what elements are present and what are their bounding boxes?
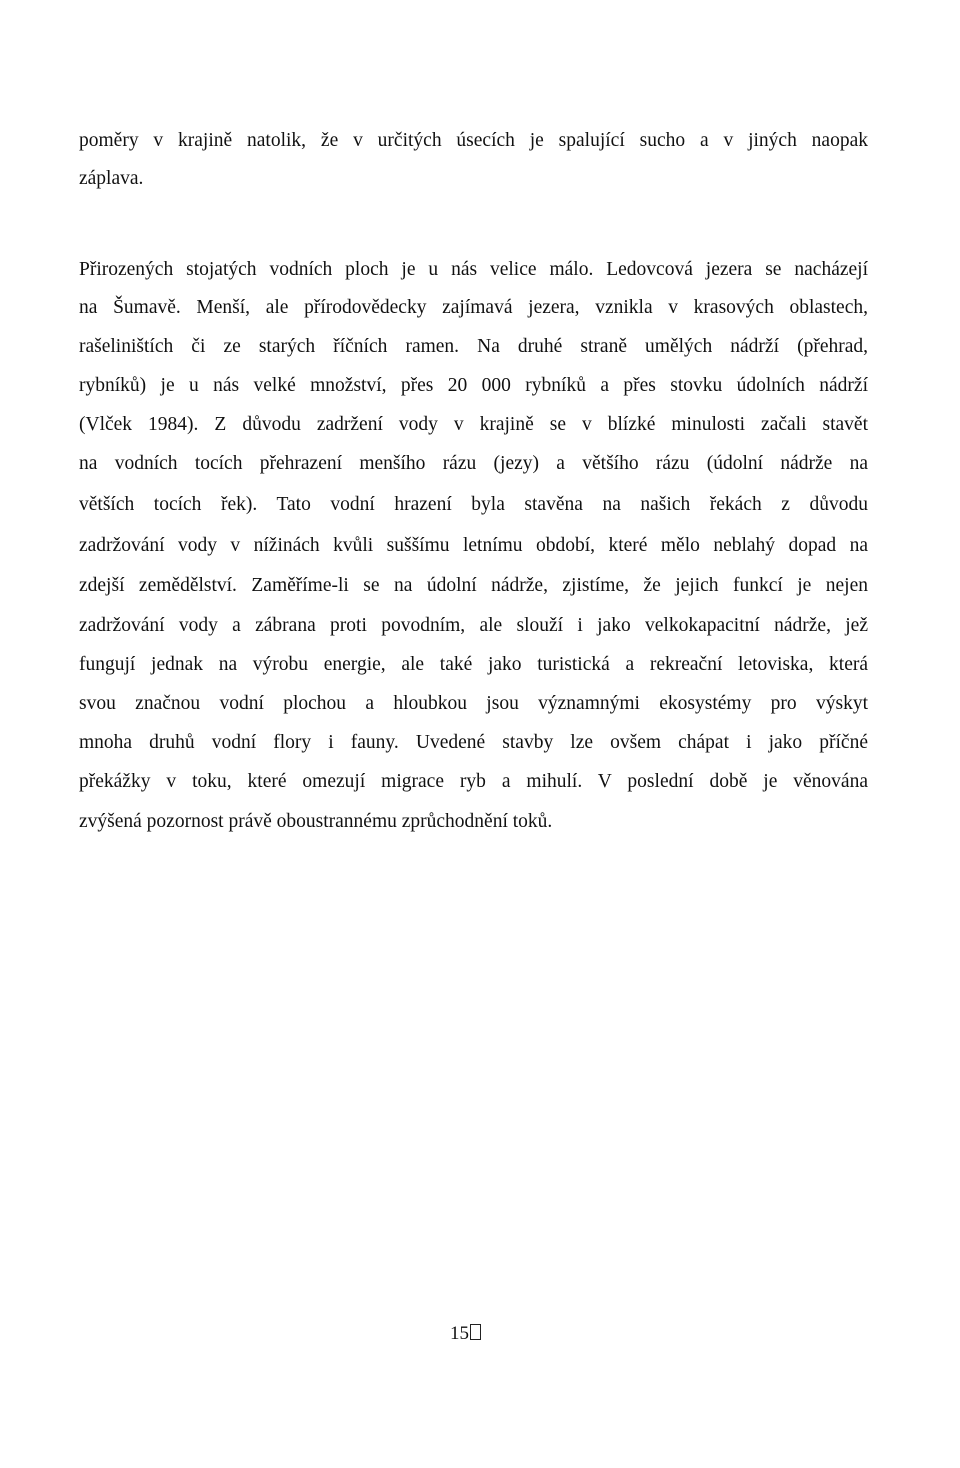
text-line: zdejší zemědělství. Zaměříme-li se na údolní nádrže, zjistíme, že jejich funkcí je nejen xyxy=(79,575,868,596)
text-line: zvýšená pozornost právě oboustrannému zprůchodnění toků. xyxy=(79,811,553,832)
text-line: rašeliništích či ze starých říčních ramen. Na druhé straně umělých nádrží (přehrad, xyxy=(79,336,868,357)
text-line: na vodních tocích přehrazení menšího rázu (jezy) a většího rázu (údolní nádrže na xyxy=(79,453,868,474)
text-line: mnoha druhů vodní flory i fauny. Uvedené stavby lze ovšem chápat i jako příčné xyxy=(79,732,868,753)
text-line: fungují jednak na výrobu energie, ale také jako turistická a rekreační letoviska, která xyxy=(79,654,868,675)
text-line: záplava. xyxy=(79,168,144,189)
text-line: poměry v krajině natolik, že v určitých úsecích je spalující sucho a v jiných naopak xyxy=(79,130,868,151)
text-line: překážky v toku, které omezují migrace ryb a mihulí. V poslední době je věnována xyxy=(79,771,868,792)
text-line: na Šumavě. Menší, ale přírodovědecky zajímavá jezera, vznikla v krasových oblastech, xyxy=(79,297,868,318)
text-line: (Vlček 1984). Z důvodu zadržení vody v krajině se v blízké minulosti začali stavět xyxy=(79,414,868,435)
text-line: zadržování vody v nížinách kvůli suššímu letnímu období, které mělo neblahý dopad na xyxy=(79,535,868,556)
text-line: rybníků) je u nás velké množství, přes 20 000 rybníků a přes stovku údolních nádrží xyxy=(79,375,868,396)
text-line: větších tocích řek). Tato vodní hrazení byla stavěna na našich řekách z důvodu xyxy=(79,494,868,515)
page-number-text: 15 xyxy=(450,1323,469,1344)
missing-glyph-icon xyxy=(470,1324,481,1340)
text-line: Přirozených stojatých vodních ploch je u nás velice málo. Ledovcová jezera se nacházejí xyxy=(79,259,868,280)
page-number xyxy=(450,1322,481,1346)
text-line: svou značnou vodní plochou a hloubkou jsou významnými ekosystémy pro výskyt xyxy=(79,693,868,714)
text-line: zadržování vody a zábrana proti povodním, ale slouží i jako velkokapacitní nádrže, jež xyxy=(79,615,868,636)
